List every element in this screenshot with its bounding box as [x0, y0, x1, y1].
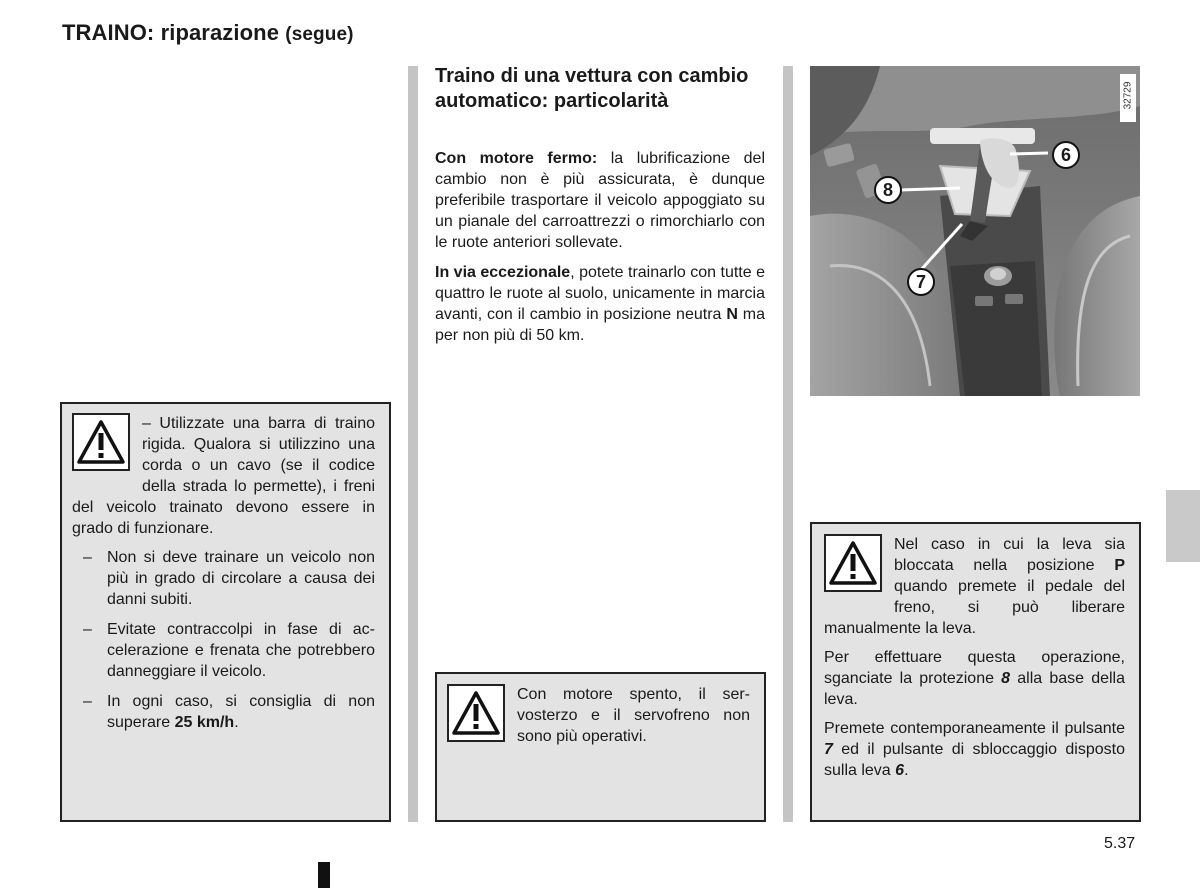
ref-6: 6 [895, 762, 905, 779]
ref-8: 8 [1001, 670, 1011, 687]
list-item-text: Evitate contraccolpi in fase di accelerazione e frenata che potrebbero danneggiare il veicolo. [107, 621, 375, 680]
text-run: , potete trainarlo con tutte e quattro le ruote al suolo, unicamente in marcia avanti, con il cambio in posizione neutra [435, 264, 765, 323]
gear-lever-photo [810, 66, 1140, 396]
gear-p: P [1114, 557, 1125, 574]
text-run: quando premete il pedale del freno, si può liberare manualmente la leva. [824, 578, 1125, 637]
paragraph-exception [435, 262, 765, 346]
callout-6: 6 [1052, 141, 1080, 169]
page-title [62, 20, 354, 46]
text-run: Nel caso in cui la leva sia bloccata nella posizione [894, 536, 1125, 574]
warning-left-item-4 [72, 691, 375, 733]
warning-box-middle [435, 672, 766, 822]
ref-7: 7 [824, 741, 833, 758]
footer-mark [318, 862, 330, 888]
photo-code: 32729 [1122, 81, 1134, 110]
text-run: alla base della leva. [824, 670, 1125, 708]
photo-code-label [1120, 74, 1136, 122]
text-run: la lubrificazione del cambio non è più assicurata, è dunque preferibile trasportare il veicolo appoggiato su un pianale del carroattrezzi o rimorchiarlo con le ruote anteriori sollevate. [435, 150, 765, 251]
warning-triangle-icon [824, 534, 882, 592]
warning-right-paragraph-2 [824, 647, 1125, 710]
text-run: Premete contemporaneamente il pulsante [824, 720, 1125, 737]
column-divider-right [783, 66, 793, 822]
speed-limit: 25 km/h [174, 714, 235, 731]
list-dash: – [83, 693, 92, 710]
warning-right-paragraph-3 [824, 718, 1125, 781]
list-dash: – [83, 549, 92, 566]
warning-triangle-icon [72, 413, 130, 471]
section-tab [1166, 490, 1200, 562]
gear-n: N [726, 306, 738, 323]
section-body [435, 148, 765, 355]
paragraph-engine-off [435, 148, 765, 253]
list-dash: – [83, 621, 92, 638]
callout-7: 7 [907, 268, 935, 296]
warning-triangle-svg [452, 690, 500, 736]
warning-triangle-icon [447, 684, 505, 742]
page-number: 5.37 [1104, 835, 1136, 852]
bold-lead: Con motore fermo: [435, 150, 598, 167]
text-run: ed il pulsante di sbloccaggio disposto sulla leva [824, 741, 1125, 779]
callout-8: 8 [874, 176, 902, 204]
text-run: . [234, 714, 239, 731]
warning-box-left [60, 402, 391, 822]
warning-triangle-svg [829, 540, 877, 586]
section-title: Traino di una vettura con cambio automatico: particolarità [435, 65, 749, 112]
warning-middle-text: Con motore spento, il servosterzo e il servofreno non sono più operativi. [517, 686, 750, 745]
gear-lever-illustration [810, 66, 1140, 396]
warning-triangle-svg [77, 419, 125, 465]
text-run: Per effettuare questa operazione, sganciate la protezione [824, 649, 1125, 687]
list-item-text [107, 691, 375, 733]
page-title-suffix: (segue) [285, 24, 354, 45]
bold-lead: In via eccezionale [435, 264, 571, 281]
column-divider-left [408, 66, 418, 822]
text-run: . [904, 762, 909, 779]
warning-left-item-3 [72, 619, 375, 682]
page-title-main: TRAINO: riparazione [62, 20, 280, 45]
text-run: ma per non più di 50 km. [435, 306, 765, 344]
warning-left-item-2 [72, 547, 375, 610]
list-item-text: Non si deve trainare un veicolo non più in grado di circolare a causa dei danni subiti. [107, 549, 375, 608]
text-run: In ogni caso, si consiglia di non superare [107, 693, 375, 731]
warning-left-item-1: – Utilizzate una barra di traino rigida. Qualora si utilizzino una corda o un cavo (se il codice della strada lo permette), i freni del veicolo trainato devono essere in grado di funzionare. [72, 415, 375, 537]
warning-box-right [810, 522, 1141, 822]
